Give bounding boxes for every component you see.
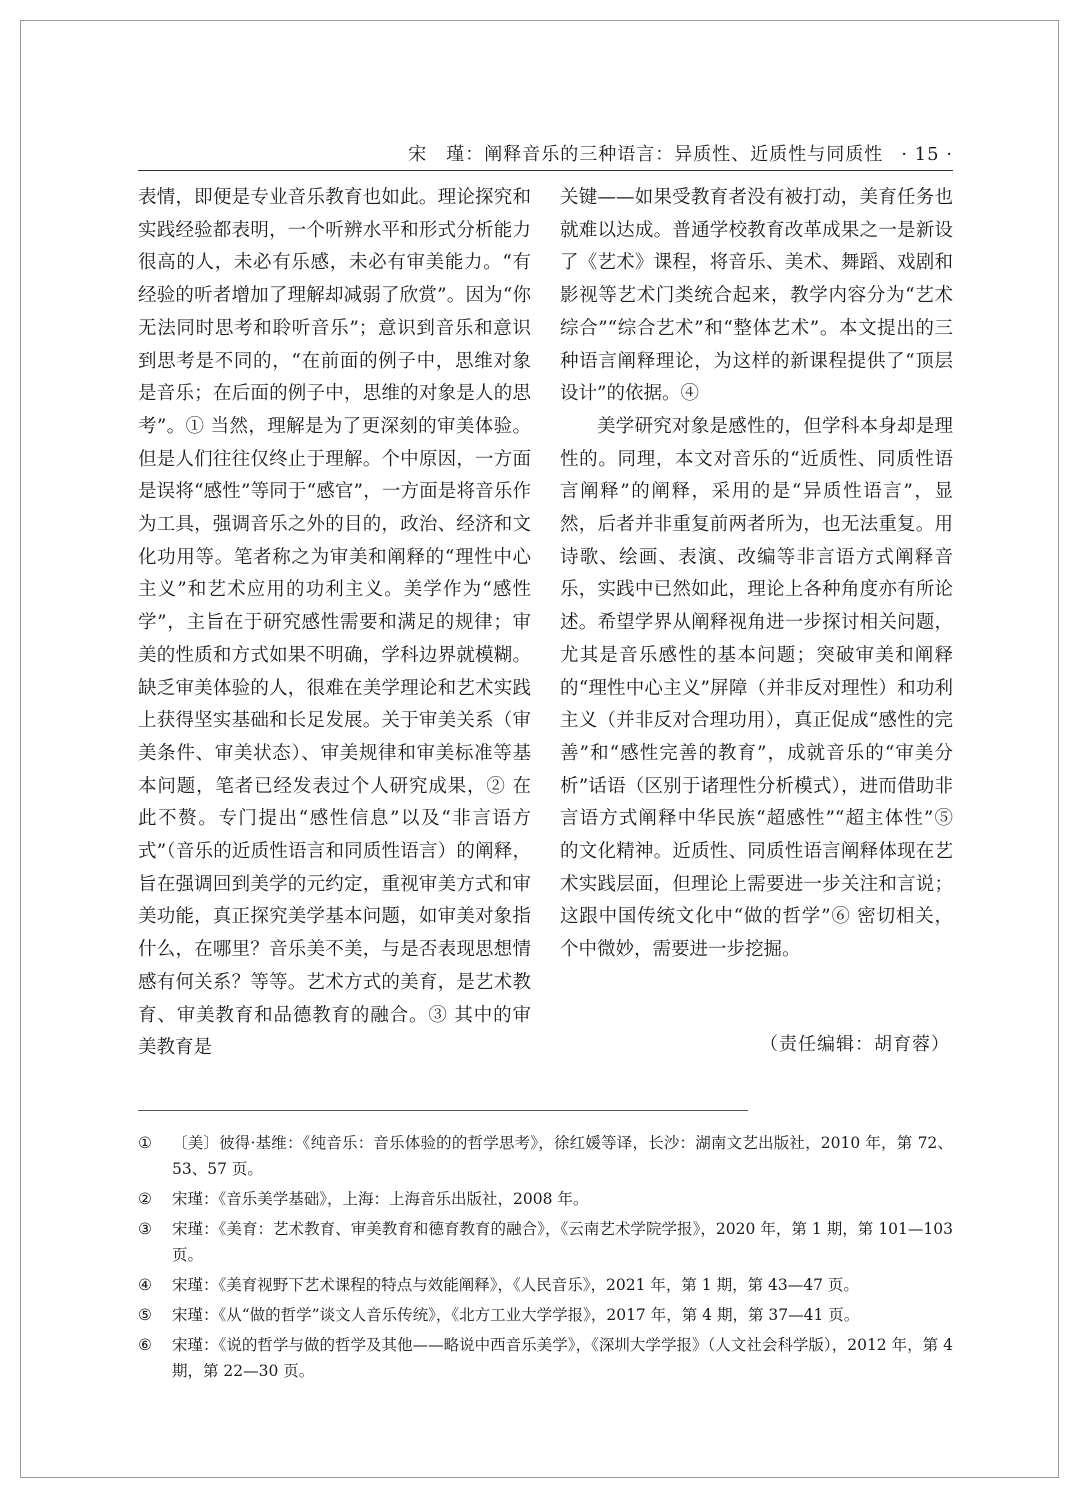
right-column (560, 182, 953, 967)
footnote (138, 1130, 953, 1182)
paragraph: 表情，即便是专业音乐教育也如此。理论探究和实践经验都表明，一个听辨水平和形式分析能力很高的人，未必有乐感，未必有审美能力。“有经验的听者增加了理解却减弱了欣赏”。因为“你无法同时思考和聆听音乐”；意识到音乐和意识到思考是不同的，“在前面的例子中，思维对象是音乐；在后面的例子中，思维的对象是人的思考”。① 当然，理解是为了更深刻的审美体验。但是人们往往仅终止于理解。个中原因，一方面是误将“感性”等同于“感官”，一方面是将音乐作为工具，强调音乐之外的目的，政治、经济和文化功用等。笔者称之为审美和阐释的“理性中心主义”和艺术应用的功利主义。美学作为“感性学”，主旨在于研究感性需要和满足的规律；审美的性质和方式如果不明确，学科边界就模糊。缺乏审美体验的人，很难在美学理论和艺术实践上获得坚实基础和长足发展。关于审美关系（审美条件、审美状态）、审美规律和审美标准等基本问题，笔者已经发表过个人研究成果，② 在此不赘。专门提出“感性信息”以及“非言语方式”（音乐的近质性语言和同质性语言）的阐释，旨在强调回到美学的元约定，重视审美方式和审美功能，真正探究美学基本问题，如审美对象指什么，在哪里？音乐美不美，与是否表现思想情感有何关系？等等。艺术方式的美育，是艺术教育、审美教育和品德教育的融合。③ 其中的审美教育是 (138, 187, 531, 1059)
footnote-text: 〔美〕彼得·基维：《纯音乐：音乐体验的的哲学思考》，徐红媛等译，长沙：湖南文艺出版社，2010 年，第 72、53、57 页。 (172, 1134, 953, 1178)
footnote-mark: ⑥ (138, 1336, 152, 1354)
footnote (138, 1302, 953, 1328)
header-rule (138, 170, 953, 171)
footnote (138, 1272, 953, 1298)
footnote-mark: ① (138, 1134, 152, 1152)
footnote-mark: ② (138, 1190, 152, 1208)
footnote-rule (138, 1110, 748, 1111)
left-column (138, 182, 531, 1065)
footnote (138, 1332, 953, 1384)
paragraph: 美学研究对象是感性的，但学科本身却是理性的。同理，本文对音乐的“近质性、同质性语言阐释”的阐释，采用的是“异质性语言”，显然，后者并非重复前两者所为，也无法重复。用诗歌、绘画、表演、改编等非言语方式阐释音乐，实践中已然如此，理论上各种角度亦有所论述。希望学界从阐释视角进一步探讨相关问题，尤其是音乐感性的基本问题；突破审美和阐释的“理性中心主义”屏障（并非反对理性）和功利主义（并非反对合理功用），真正促成“感性的完善”和“感性完善的教育”，成就音乐的“审美分析”话语（区别于诸理性分析模式），进而借助非言语方式阐释中华民族“超感性”“超主体性”⑤ 的文化精神。近质性、同质性语言阐释体现在艺术实践层面，但理论上需要进一步关注和言说；这跟中国传统文化中“做的哲学”⑥ 密切相关，个中微妙，需要进一步挖掘。 (560, 415, 953, 961)
footnote (138, 1216, 953, 1268)
footnote-text: 宋瑾：《音乐美学基础》，上海：上海音乐出版社，2008 年。 (172, 1190, 589, 1208)
footnote-mark: ⑤ (138, 1306, 152, 1324)
footnote-mark: ③ (138, 1220, 152, 1238)
footnote-text: 宋瑾：《美育视野下艺术课程的特点与效能阐释》，《人民音乐》，2021 年，第 1 期，第 43—47 页。 (172, 1276, 859, 1294)
footnote-mark: ④ (138, 1276, 152, 1294)
editor-note: （责任编辑：胡育蓉） (760, 1034, 950, 1055)
paragraph: 关键——如果受教育者没有被打动，美育任务也就难以达成。普通学校教育改革成果之一是新设了《艺术》课程，将音乐、美术、舞蹈、戏剧和影视等艺术门类统合起来，教学内容分为“艺术综合”“综合艺术”和“整体艺术”。本文提出的三种语言阐释理论，为这样的新课程提供了“顶层设计”的依据。④ (560, 187, 953, 405)
footnote-text: 宋瑾：《说的哲学与做的哲学及其他——略说中西音乐美学》，《深圳大学学报》（人文社会科学版），2012 年，第 4 期，第 22—30 页。 (172, 1336, 953, 1380)
running-title: 宋 瑾：阐释音乐的三种语言：异质性、近质性与同质性 (408, 144, 884, 165)
footnote-text: 宋瑾：《美育：艺术教育、审美教育和德育教育的融合》，《云南艺术学院学报》，2020 年，第 1 期，第 101—103 页。 (172, 1220, 953, 1264)
running-header (138, 140, 953, 166)
footnote-text: 宋瑾：《从“做的哲学”谈文人音乐传统》，《北方工业大学学报》，2017 年，第 4 期，第 37—41 页。 (172, 1306, 860, 1324)
page-number: · 15 · (901, 144, 953, 165)
footnotes (138, 1130, 953, 1388)
footnote (138, 1186, 953, 1212)
